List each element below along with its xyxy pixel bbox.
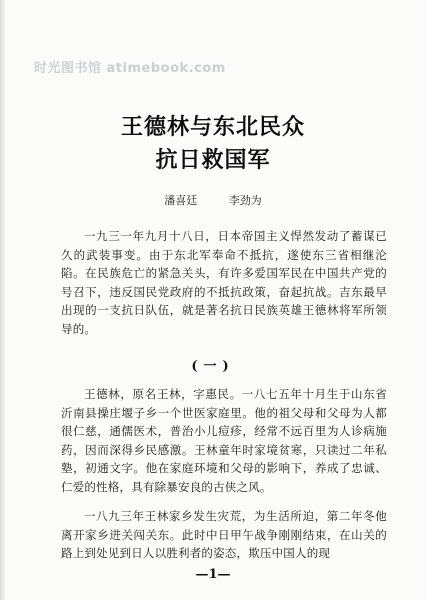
body-paragraph: 一九三一年九月十八日，日本帝国主义悍然发动了蓄谋已久的武装事变。由于东北军奉命不抵抗，遂使东三省相继沦陷。在民族危亡的紧急关头，有许多爱国军民在中国共产党的号召下，违反国民党政府的不抵抗政策，奋起抗战。吉东最早出现的一支抗日队伍，就是著名抗日民族英雄王德林将军所领导的。: [61, 229, 387, 336]
article-title-line-1: 王德林与东北民众: [120, 114, 305, 140]
page-edge-shadow: [0, 0, 6, 600]
body-paragraph: 一八九三年王林家乡发生灾荒，为生活所迫，第二年冬他离开家乡进关闯关东。此时中日甲午战争刚刚结束，在山关的路上到处见到日人以胜利者的姿态，欺压中国人的现: [61, 509, 387, 561]
author-name: 潘喜廷: [164, 194, 198, 207]
watermark-text: 时光图书馆 atimebook.com: [34, 61, 226, 76]
authors-line: [0, 192, 426, 208]
author-name: 李劲为: [228, 194, 262, 207]
article-title-line-2: 抗日救国军: [155, 147, 271, 173]
section-marker: (一): [191, 359, 235, 374]
body-paragraph: 王德林，原名王林，字惠民。一八七五年十月生于山东省沂南县操庄堰子乡一个世医家庭里。他的祖父母和父母为人都很仁慈，通儒医术，普治小儿痘疹，经常不远百里为人诊病施药，因而深得乡民感激。王林童年时家境贫寒，只读过二年私塾，初通文字。他在家庭环境和父母的影响下，养成了忠诚、仁爱的性格，具有除暴安良的古侠之风。: [61, 387, 387, 494]
page-number: —1—: [195, 567, 231, 582]
